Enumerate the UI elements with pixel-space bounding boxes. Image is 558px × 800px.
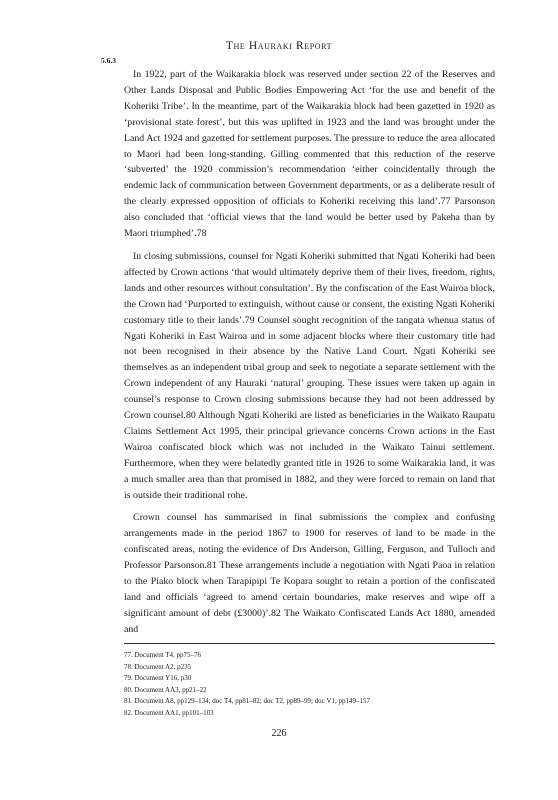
page-number: 226 <box>271 728 287 739</box>
paragraph: In closing submissions, counsel for Ngati Koheriki submitted that Ngati Koheriki had been affected by Crown actions ‘that would ultimately deprive them of their lives, freedom, rights, lands and other resources without consultation’. By the confiscation of the East Wairoa block, the Crown had ‘Purported to extinguish, without cause or consent, the existing Ngati Koheriki customary title to their lands’.79 Counsel sought recognition of the tangata whenua status of Ngati Koheriki in East Wairoa and in some adjacent blocks where their customary title had not been recognised in their absence by the Native Land Court. Ngati Koheriki see themselves as an independent tribal group and seek to negotiate a separate settlement with the Crown independent of any Hauraki ‘natural’ grouping. These issues were taken up again in counsel’s response to Crown closing submissions because they had not been addressed by Crown counsel.80 Although Ngati Koheriki are listed as beneficiaries in the Waikato Raupatu Claims Settlement Act 1995, their principal grievance concerns Crown actions in the East Wairoa confiscated block which was not included in the Waikato Tainui settlement. Furthermore, when they were belatedly granted title in 1926 to some Waikarakia land, it was a much smaller area than that promised in 1882, and they were forced to remain on land that is outside their traditional rohe. <box>124 250 495 501</box>
footnote: 77. Document T4, pp75–76 <box>124 651 202 659</box>
paragraph: In 1922, part of the Waikarakia block was reserved under section 22 of the Reserves and Other Lands Disposal and Public Bodies Empowering Act ‘for the use and benefit of the Koheriki Tribe’. In the meantime, part of the Waikarakia block had been gazetted in 1920 as ‘provisional state forest’, but this was uplifted in 1923 and the land was brought under the Land Act 1924 and gazetted for settlement purposes. The pressure to reduce the area allocated to Maori had been long-standing. Gilling commented that this reduction of the reserve ‘subverted’ the 1920 commission’s recommendation ‘either coincidentally through the endemic lack of communication between Government departments, or as a deliberate result of the clearly expressed opposition of officials to Koheriki receiving this land’.77 Parsonson also concluded that ‘official views that the land would be better used by Pakeha than by Maori triumphed’.78 <box>124 69 495 240</box>
footnote: 78. Document A2, p235 <box>124 662 192 671</box>
footnote-divider <box>124 643 495 644</box>
footnote: 82. Document AA1, pp101–103 <box>124 708 214 717</box>
paragraph: Crown counsel has summarised in final submissions the complex and confusing arrangements made in the period 1867 to 1900 for reserves of land to be made in the confiscated areas, noting the evidence of Drs Anderson, Gilling, Ferguson, and Tulloch and Professor Parsonson.81 These arrangements include a negotiation with Ngati Paoa in relation to the Piako block when Tarapipipi Te Kopara sought to retain a portion of the confiscated land and officials ‘agreed to amend certain boundaries, make reserves and wipe off a significant amount of debt (£3000)’.82 The Waikato Confiscated Lands Act 1880, amended and <box>124 512 495 635</box>
running-title: The Hauraki Report <box>225 40 333 52</box>
section-number: 5.6.3 <box>101 56 116 65</box>
body-text <box>124 67 495 645</box>
footnote: 79. Document Y16, p30 <box>124 674 192 682</box>
footnote: 81. Document A8, pp129–134; doc T4, pp81–82; doc T2, pp89–99; doc V1, pp149–157 <box>124 697 370 705</box>
footnote: 80. Document AA3, pp21–22 <box>124 685 207 694</box>
footnotes <box>124 650 495 719</box>
